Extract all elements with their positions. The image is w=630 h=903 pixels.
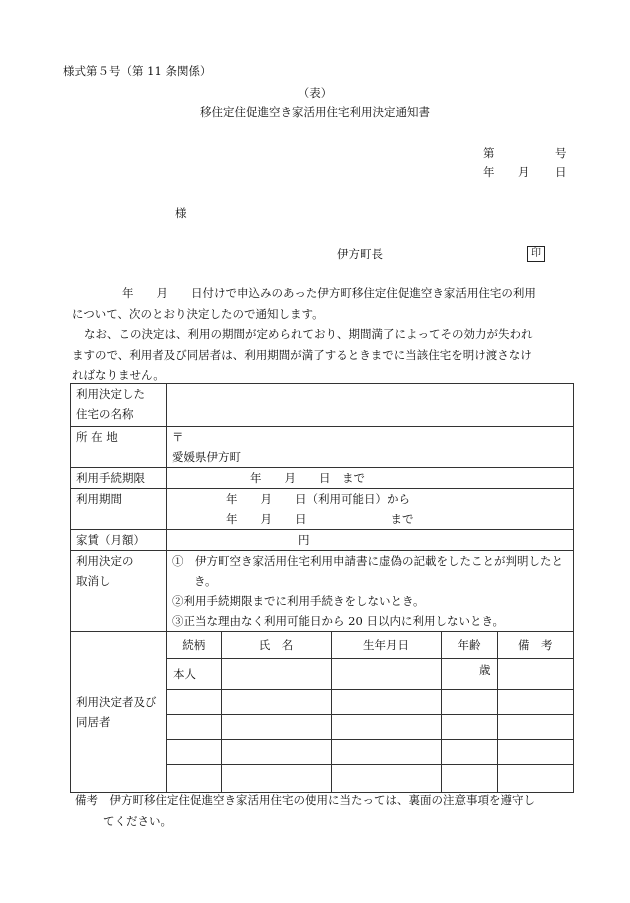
family-label-1: 利用決定者及び <box>76 695 157 709</box>
header-remarks: 備 考 <box>497 632 573 659</box>
notice-paragraph <box>72 283 582 324</box>
deadline-label: 利用手続期限 <box>71 468 167 489</box>
date-year: 年 <box>483 165 495 179</box>
addressee-suffix: 様 <box>175 206 187 220</box>
caution-line-1: なお、この決定は、利用の期間が定められており、期間満了によってその効力が失われ <box>84 327 533 341</box>
rent-row <box>71 530 574 551</box>
cancellation-row <box>71 551 574 632</box>
location-row <box>71 427 574 468</box>
rent-unit: 円 <box>298 533 310 547</box>
family-header-row <box>167 632 573 659</box>
family-row <box>71 632 574 793</box>
house-name-row <box>71 384 574 427</box>
period-from: 年 月 日（利用可能日）から <box>226 492 410 506</box>
postal-mark: 〒 <box>172 430 184 444</box>
remarks-note-line-2: てください。 <box>103 814 172 828</box>
caution-line-3: ればなりません。 <box>72 368 165 382</box>
family-member-row <box>167 765 573 793</box>
period-to-suffix: まで <box>390 512 414 526</box>
family-member-row <box>167 659 573 690</box>
period-row <box>71 489 574 530</box>
notice-line-2: について、次のとおり決定したので通知します。 <box>72 306 324 321</box>
cancel-label-1: 利用決定の <box>76 554 134 568</box>
date-day: 日 <box>555 165 567 179</box>
cancel-label-2: 取消し <box>76 574 111 588</box>
issuer-name: 伊方町長 <box>337 247 383 261</box>
period-to-date: 年 月 日 <box>226 512 307 526</box>
family-table <box>167 632 573 792</box>
side-label: （表） <box>297 86 333 100</box>
seal-box: 印 <box>527 246 545 262</box>
family-member-row <box>167 740 573 765</box>
decision-table <box>70 383 574 793</box>
notice-line-1: 年 月 日付けで申込みのあった伊方町移住定住促進空き家活用住宅の利用 <box>122 286 536 300</box>
age-unit: 歳 <box>441 659 497 690</box>
document-title: 移住定住促進空き家活用住宅利用決定通知書 <box>200 105 430 119</box>
header-relation: 続柄 <box>167 632 221 659</box>
cancel-item-3: ③正当な理由なく利用可能日から 20 日以内に利用しないとき。 <box>172 614 504 628</box>
location-value: 愛媛県伊方町 <box>172 450 241 464</box>
location-label: 所 在 地 <box>71 427 167 468</box>
cancel-item-1-cont: き。 <box>194 574 217 588</box>
cancel-item-2: ②利用手続期限までに利用手続きをしないとき。 <box>172 594 425 608</box>
family-member-row <box>167 715 573 740</box>
house-name-label-2: 住宅の名称 <box>76 407 134 421</box>
number-prefix: 第 <box>483 146 495 160</box>
caution-line-2: ますので、利用者及び同居者は、利用期間が満了するときまでに当該住宅を明け渡さなけ <box>72 347 532 362</box>
family-member-row <box>167 690 573 715</box>
date-month: 月 <box>518 165 530 179</box>
family-label-2: 同居者 <box>76 715 111 729</box>
header-age: 年齢 <box>441 632 497 659</box>
relation-self: 本人 <box>167 659 221 690</box>
header-name: 氏 名 <box>221 632 331 659</box>
remarks-note-line-1: 備考 伊方町移住定住促進空き家活用住宅の使用に当たっては、裏面の注意事項を遵守し <box>75 793 535 807</box>
number-suffix: 号 <box>555 146 567 160</box>
deadline-value: 年 月 日 まで <box>250 471 365 485</box>
period-label: 利用期間 <box>71 489 167 530</box>
deadline-row <box>71 468 574 489</box>
header-birthdate: 生年月日 <box>331 632 441 659</box>
form-number-label: 様式第５号（第 11 条関係） <box>63 64 212 78</box>
rent-label: 家賃（月額） <box>71 530 167 551</box>
caution-paragraph <box>72 324 582 386</box>
house-name-value <box>167 384 574 427</box>
cancel-item-1: ① 伊方町空き家活用住宅利用申請書に虚偽の記載をしたことが判明したと <box>172 554 563 568</box>
house-name-label-1: 利用決定した <box>76 387 145 401</box>
